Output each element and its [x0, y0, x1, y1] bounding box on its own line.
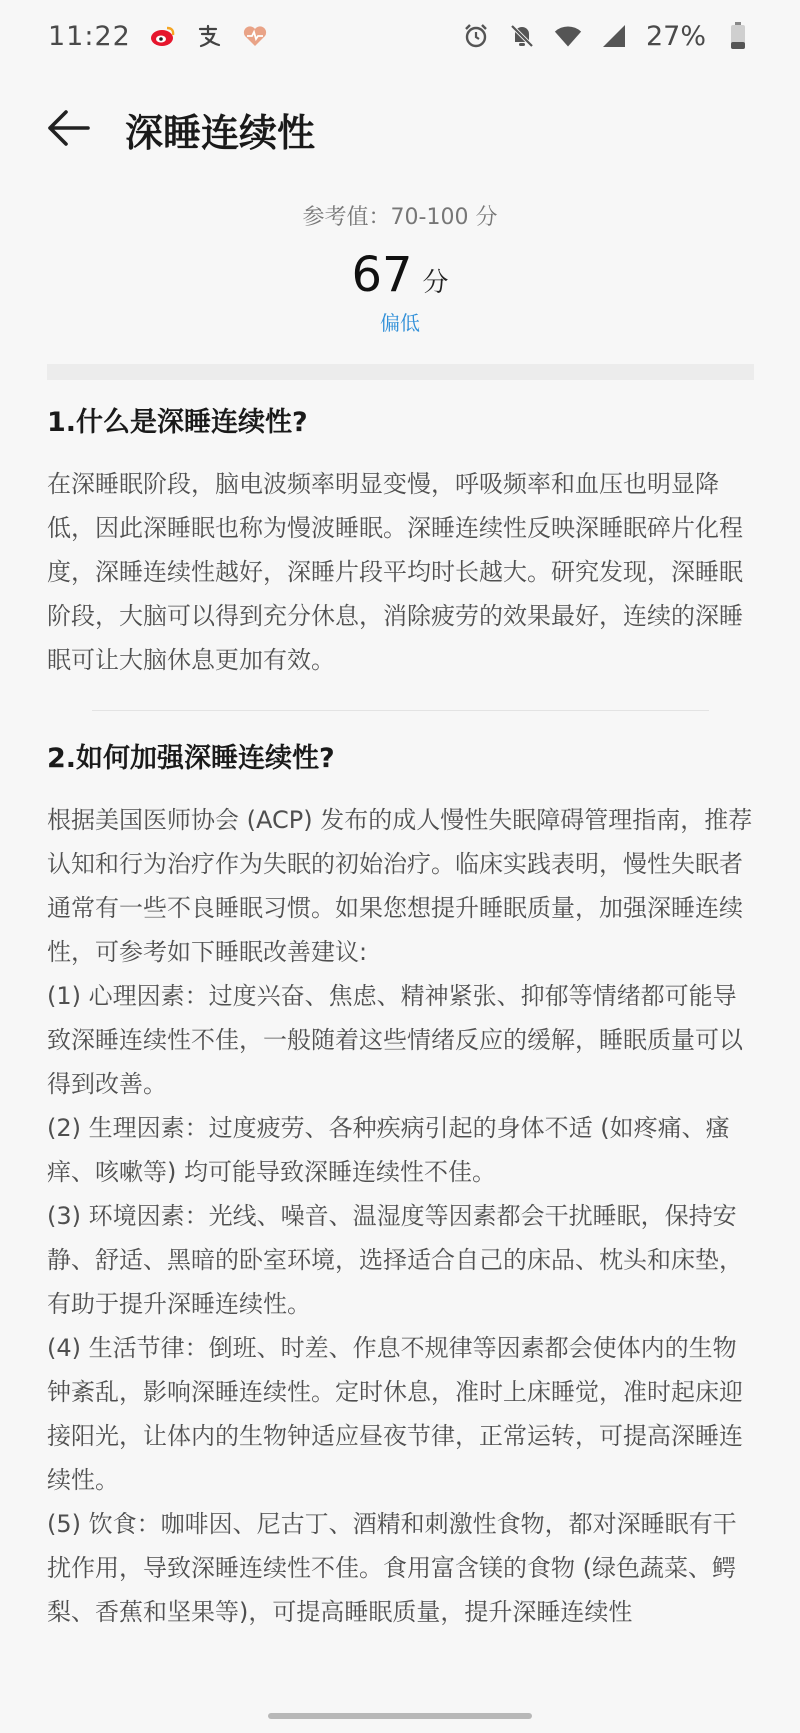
- app-header: [0, 82, 800, 172]
- home-indicator[interactable]: [268, 1713, 532, 1719]
- back-button[interactable]: [42, 102, 94, 154]
- alipay-icon: [195, 22, 223, 50]
- tip-item: (5) 饮食：咖啡因、尼古丁、酒精和刺激性食物，都对深睡眠有干扰作用，导致深睡连续性不佳。食用富含镁的食物 (绿色蔬菜、鳄梨、香蕉和坚果等)，可提高睡眠质量，提升深睡连续性: [47, 1510, 737, 1627]
- tip-item: (2) 生理因素：过度疲劳、各种疾病引起的身体不适 (如疼痛、瘙痒、咳嗽等) 均可能导致深睡连续性不佳。: [47, 1114, 730, 1187]
- battery-icon: [724, 22, 752, 50]
- score-value: 67: [351, 247, 413, 303]
- weibo-icon: [149, 22, 177, 50]
- battery-percentage: 27%: [645, 20, 706, 52]
- status-left: [48, 21, 269, 52]
- status-bar: [0, 0, 800, 72]
- bell-off-icon: [508, 22, 536, 50]
- tip-item: (3) 环境因素：光线、噪音、温湿度等因素都会干扰睡眠，保持安静、舒适、黑暗的卧室环境，选择适合自己的床品、枕头和床垫，有助于提升深睡连续性。: [47, 1202, 743, 1319]
- section-intro-how: 根据美国医师协会 (ACP) 发布的成人慢性失眠障碍管理指南，推荐认知和行为治疗作为失眠的初始治疗。临床实践表明，慢性失眠者通常有一些不良睡眠习惯。如果您想提升睡眠质量，加强深睡连续性，可参考如下睡眠改善建议:: [47, 806, 753, 967]
- status-right: [462, 21, 752, 52]
- wifi-icon: [554, 22, 582, 50]
- reference-range: 参考值：70-100 分: [302, 205, 498, 230]
- health-heart-icon: [241, 22, 269, 50]
- score-unit: 分: [422, 268, 449, 298]
- alarm-icon: [462, 22, 490, 50]
- tip-item: (4) 生活节律：倒班、时差、作息不规律等因素都会使体内的生物钟紊乱，影响深睡连续性。定时休息，准时上床睡觉，准时起床迎接阳光，让体内的生物钟适应昼夜节律，正常运转，可提高深睡连续性。: [47, 1334, 743, 1495]
- score-line: [0, 247, 800, 303]
- status-time: 11:22: [48, 20, 131, 52]
- tip-item: (1) 心理因素：过度兴奋、焦虑、精神紧张、抑郁等情绪都可能导致深睡连续性不佳，一般随着这些情绪反应的缓解，睡眠质量可以得到改善。: [47, 982, 743, 1099]
- section-heading-how: 2.如何加强深睡连续性?: [47, 743, 335, 775]
- thin-divider: [92, 710, 709, 711]
- signal-icon: [600, 22, 628, 50]
- section-heading-what: 1.什么是深睡连续性?: [47, 407, 308, 438]
- section-body-what: 在深睡眠阶段，脑电波频率明显变慢，呼吸频率和血压也明显降低，因此深睡眠也称为慢波睡眠。深睡连续性反映深睡眠碎片化程度，深睡连续性越好，深睡片段平均时长越大。研究发现，深睡眠阶段，大脑可以得到充分休息，消除疲劳的效果最好，连续的深睡眠可让大脑休息更加有效。: [47, 470, 743, 675]
- arrow-left-icon: [46, 108, 90, 148]
- section-divider: [47, 364, 754, 380]
- score-level: 偏低: [380, 311, 420, 335]
- score-summary: [0, 200, 800, 336]
- page-title: 深睡连续性: [125, 111, 316, 155]
- article-content: [47, 405, 754, 1634]
